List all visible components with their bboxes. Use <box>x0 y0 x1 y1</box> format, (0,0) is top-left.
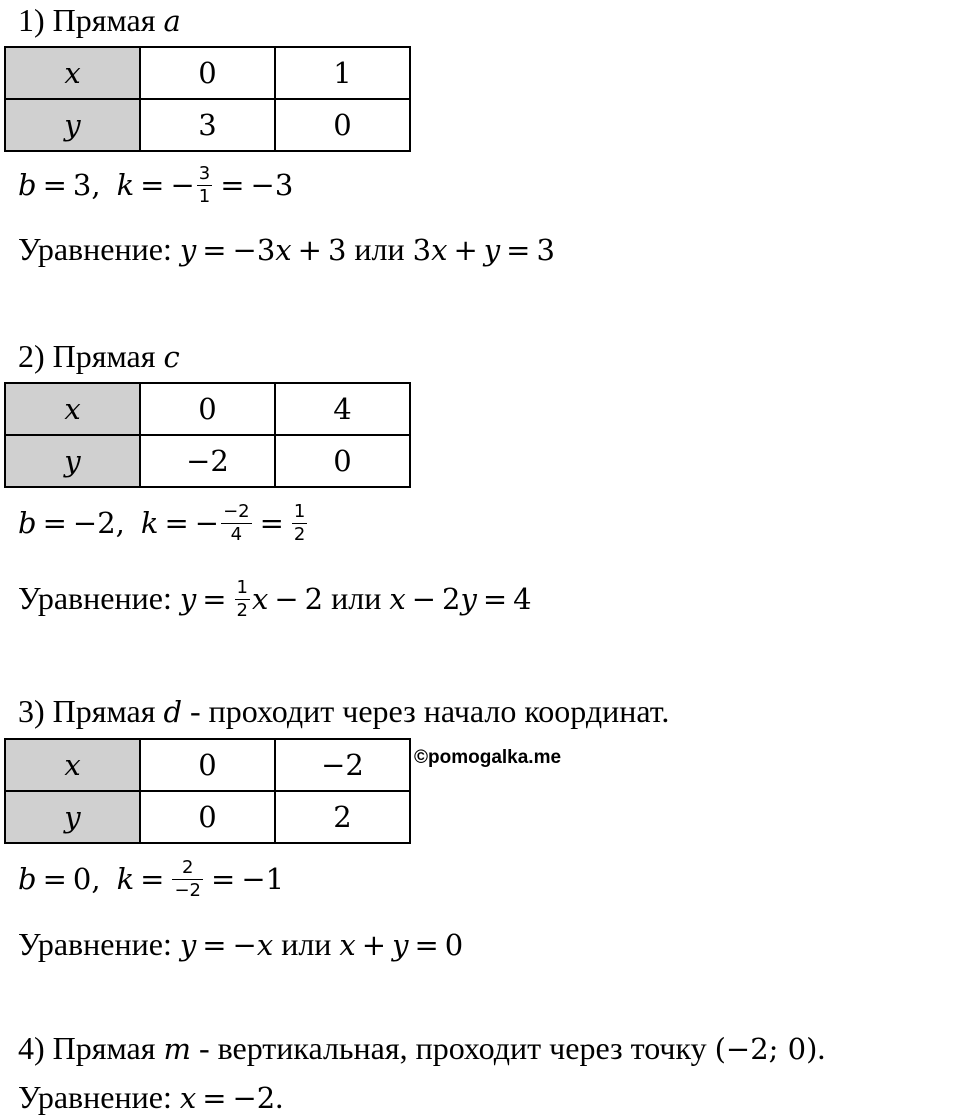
value-table-2 <box>4 382 411 488</box>
table-cell: 2 <box>275 791 410 843</box>
section-1-title: 1) Прямая a <box>18 2 181 38</box>
fraction: $\frac{-2}{4}$ <box>223 501 250 546</box>
table-row <box>5 99 410 151</box>
table-header-y: y <box>5 791 140 843</box>
table-cell: 0 <box>140 791 275 843</box>
table-cell: −2 <box>275 739 410 791</box>
table-header-x: x <box>5 47 140 99</box>
table-cell: 0 <box>275 435 410 487</box>
section-2-title: 2) Прямая c <box>18 338 180 374</box>
table-header-y: y <box>5 435 140 487</box>
calc-line-2: b = −2, k = − $\frac{-2}{4}$ = $\frac{1}{2}$ <box>18 501 306 546</box>
table-row <box>5 435 410 487</box>
fraction: $\frac{1}{2}$ <box>293 501 306 546</box>
table-cell: 4 <box>275 383 410 435</box>
fraction: $\frac{2}{-2}$ <box>174 857 201 902</box>
table-header-y: y <box>5 99 140 151</box>
table-cell: 3 <box>140 99 275 151</box>
equation-line-1: Уравнение: y = −3x + 3 или 3x + y = 3 <box>18 231 555 267</box>
table-cell: −2 <box>140 435 275 487</box>
equation-line-2: Уравнение: y = $\frac{1}{2}$ x − 2 или x − 2y = 4 <box>18 577 532 622</box>
table-row <box>5 791 410 843</box>
watermark: ©pomogalka.me <box>414 747 562 768</box>
table-cell: 0 <box>140 383 275 435</box>
table-cell: 0 <box>275 99 410 151</box>
table-row <box>5 47 410 99</box>
value-table-1 <box>4 46 411 152</box>
calc-line-3: b = 0, k = $\frac{2}{-2}$ = −1 <box>18 857 285 902</box>
calc-line-1: b = 3, k = − $\frac{3}{1}$ = −3 <box>18 163 294 208</box>
value-table-3 <box>4 738 411 844</box>
table-row <box>5 739 410 791</box>
fraction: $\frac{1}{2}$ <box>236 577 248 622</box>
table-cell: 0 <box>140 47 275 99</box>
fraction: $\frac{3}{1}$ <box>198 163 211 208</box>
table-header-x: x <box>5 383 140 435</box>
section-3-title: 3) Прямая d - проходит через начало координат. <box>18 693 670 729</box>
table-header-x: x <box>5 739 140 791</box>
table-row <box>5 383 410 435</box>
table-cell: 1 <box>275 47 410 99</box>
table-cell: 0 <box>140 739 275 791</box>
equation-line-3: Уравнение: y = −x или x + y = 0 <box>18 926 464 962</box>
equation-line-4: Уравнение: x = −2. <box>18 1079 284 1115</box>
section-4-title: 4) Прямая m - вертикальная, проходит через точку (−2; 0). <box>18 1030 826 1066</box>
